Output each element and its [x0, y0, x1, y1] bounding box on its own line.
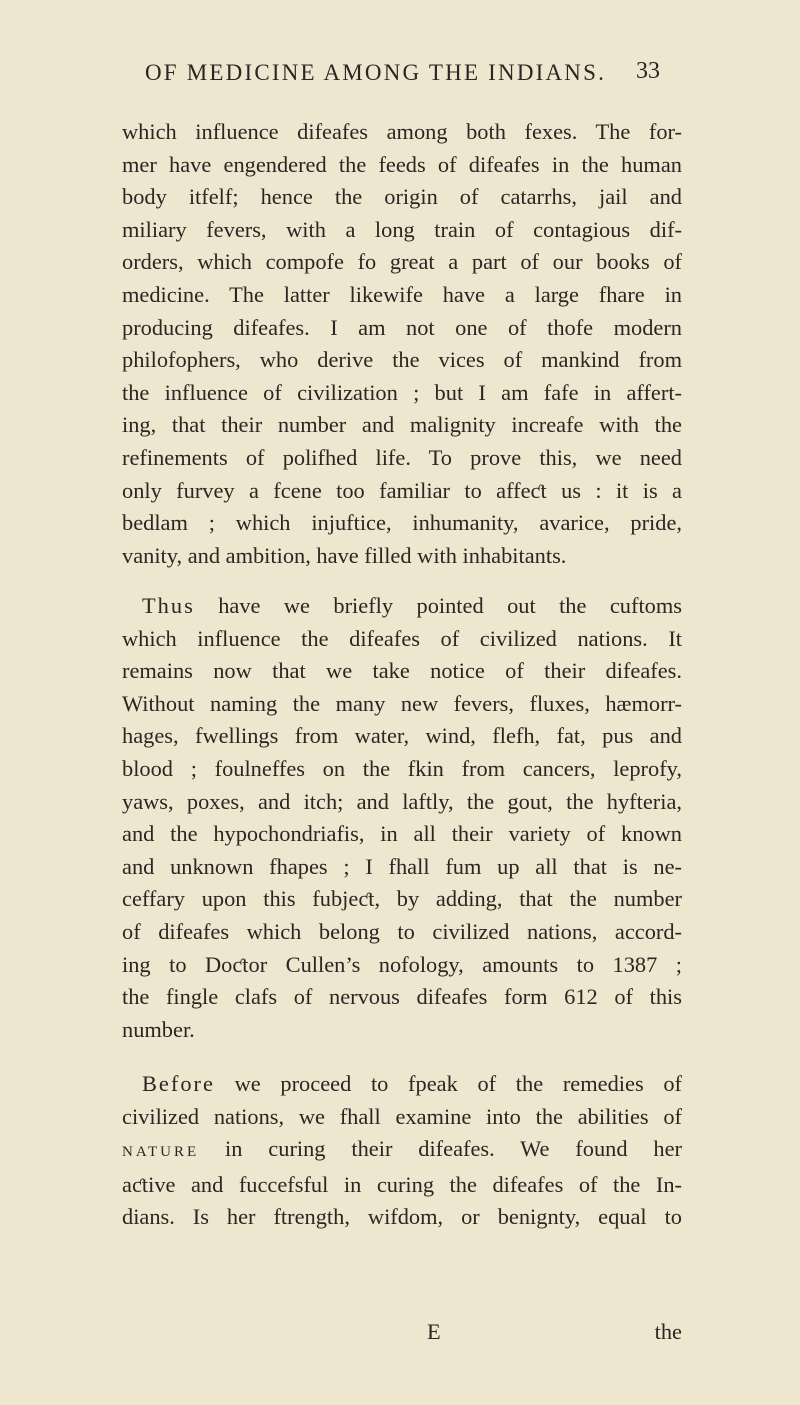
- lead-word: Thus: [142, 593, 195, 618]
- text-line: mer have engendered the feeds of difeafes in the human: [122, 151, 682, 177]
- text-line: and unknown fhapes ; I fhall fum up all that is ne-: [122, 853, 682, 879]
- text-line: only furvey a fcene too familiar to affeƈt us : it is a: [122, 477, 682, 503]
- text-line: medicine. The latter likewife have a large fhare in: [122, 281, 682, 307]
- text-line: and the hypochondriafis, in all their variety of known: [122, 821, 682, 847]
- text-line: Before we proceed to fpeak of the remedies of: [142, 1071, 682, 1096]
- text-line: the fingle clafs of nervous difeafes form 612 of this: [122, 984, 682, 1010]
- text-line: civilized nations, we fhall examine into the abilities of: [122, 1103, 682, 1129]
- text-line: ceffary upon this fubjeƈt, by adding, that the number: [122, 886, 682, 912]
- text-line: aƈtive and fuccefsful in curing the difeafes of the In-: [122, 1171, 682, 1197]
- text-line: body itfelf; hence the origin of catarrhs, jail and: [122, 184, 682, 210]
- text-line: hages, fwellings from water, wind, flefh, fat, pus and: [122, 723, 682, 749]
- paragraph-1: [122, 116, 682, 572]
- text-line: which influence the difeafes of civilized nations. It: [122, 625, 682, 651]
- text-line: Thus have we briefly pointed out the cuftoms: [142, 593, 682, 618]
- text-line: remains now that we take notice of their difeafes.: [122, 658, 682, 684]
- text-line: yaws, poxes, and itch; and laftly, the gout, the hyfteria,: [122, 788, 682, 814]
- signature-mark: E: [427, 1319, 441, 1344]
- lead-word: Before: [142, 1071, 215, 1096]
- text-line: producing difeafes. I am not one of thofe modern: [122, 314, 682, 340]
- paragraph-3: [122, 1068, 682, 1234]
- text-line: ing, that their number and malignity increafe with the: [122, 412, 682, 438]
- text-line: orders, which compofe fo great a part of our books of: [122, 249, 682, 275]
- text-line: refinements of polifhed life. To prove this, we need: [122, 444, 682, 470]
- text-line: blood ; foulneffes on the fkin from cancers, leprofy,: [122, 755, 682, 781]
- paragraph-2: [122, 590, 682, 1046]
- catchword: the: [654, 1319, 682, 1344]
- page-number: 33: [636, 58, 660, 84]
- text-line: the influence of civilization ; but I am fafe in affert-: [122, 379, 682, 405]
- text-line: Without naming the many new fevers, fluxes, hæmorr-: [122, 690, 682, 716]
- text-line: number.: [122, 1016, 195, 1042]
- text-line: which influence difeafes among both fexes. The for-: [122, 119, 682, 144]
- running-head: OF MEDICINE AMONG THE INDIANS.: [145, 60, 607, 85]
- text-line: dians. Is her ftrength, wifdom, or benignty, equal to: [122, 1204, 682, 1230]
- text-line: of difeafes which belong to civilized nations, accord-: [122, 918, 682, 944]
- text-line: philofophers, who derive the vices of mankind from: [122, 347, 682, 373]
- text-line: miliary fevers, with a long train of contagious dif-: [122, 216, 682, 242]
- smallcaps-word: NATURE: [122, 1144, 200, 1161]
- text-line: bedlam ; which injuftice, inhumanity, avarice, pride,: [122, 510, 682, 536]
- text-line: NATURE in curing their difeafes. We found her: [122, 1136, 682, 1162]
- text-line: vanity, and ambition, have filled with inhabitants.: [122, 542, 567, 568]
- text-line: ing to Doƈtor Cullen’s nofology, amounts to 1387 ;: [122, 951, 682, 977]
